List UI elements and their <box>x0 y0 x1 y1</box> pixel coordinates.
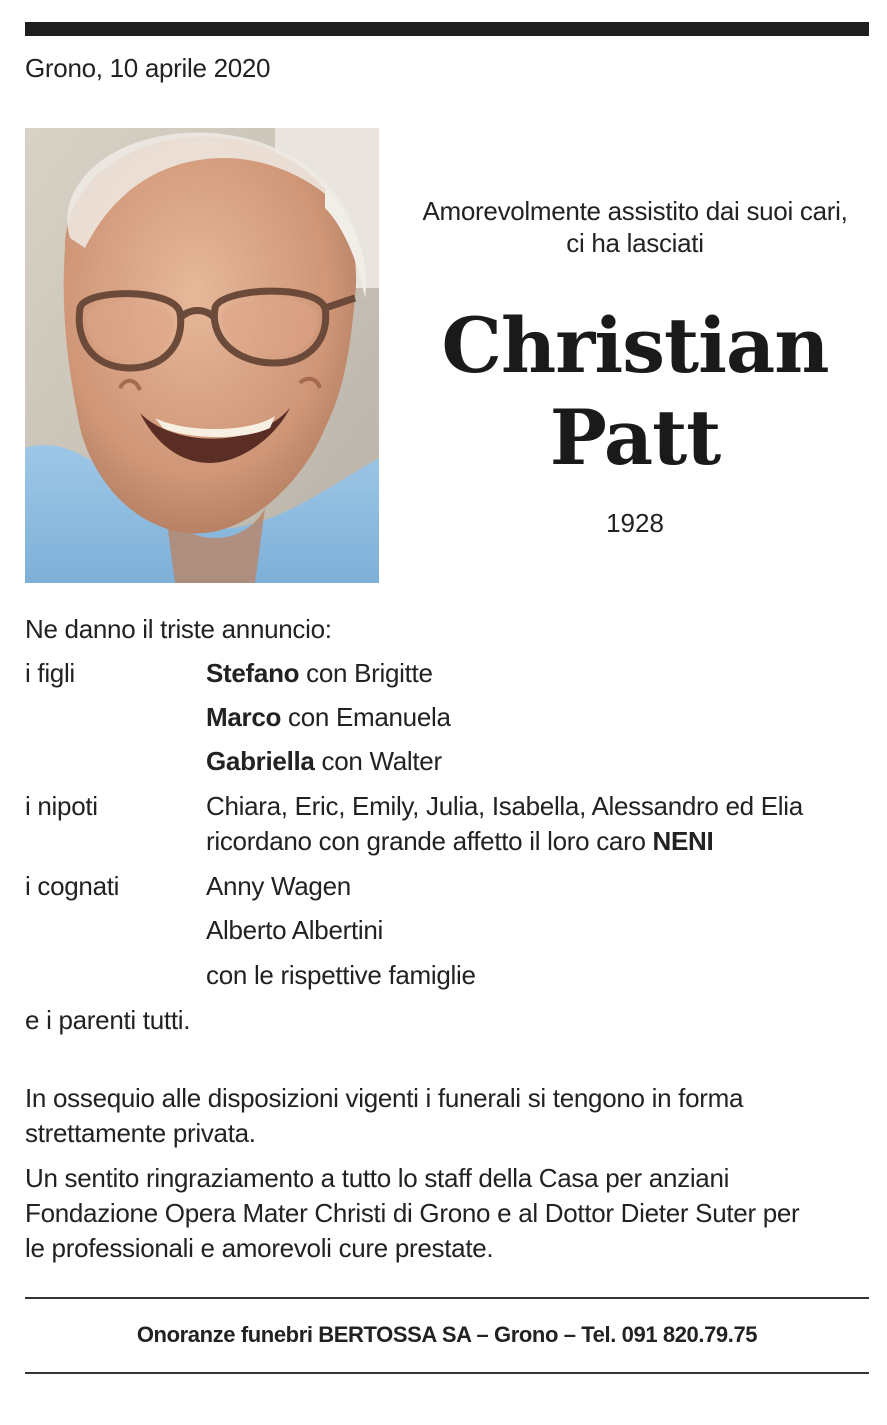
nickname: NENI <box>652 826 714 856</box>
grandchildren-line-2 <box>206 824 866 859</box>
thanks-line-2: Fondazione Opera Mater Christi di Grono e al Dottor Dieter Suter per <box>25 1198 800 1228</box>
place-date: Grono, 10 aprile 2020 <box>25 53 271 83</box>
relatives-line: e i parenti tutti. <box>25 1005 191 1035</box>
birth-year: 1928 <box>606 508 664 538</box>
intro-text <box>390 195 880 259</box>
inlaw-entry: Anny Wagen <box>206 871 351 901</box>
child-name: Marco <box>206 702 282 732</box>
thanks-line-3: le professionali e amorevoli cure prestate. <box>25 1233 494 1263</box>
top-rule <box>25 22 869 36</box>
child-entry <box>206 700 866 735</box>
funeral-line-1: In ossequio alle disposizioni vigenti i funerali si tengono in forma <box>25 1083 744 1113</box>
deceased-name <box>390 300 880 484</box>
inlaw-entry: Alberto Albertini <box>206 915 384 945</box>
role-children: i figli <box>25 658 75 688</box>
child-partner: con Emanuela <box>281 702 451 732</box>
grandchildren-names <box>206 789 866 859</box>
announce-line: Ne danno il triste annuncio: <box>25 614 332 644</box>
grandchildren-line-1: Chiara, Eric, Emily, Julia, Isabella, Alessandro ed Elia <box>206 791 803 821</box>
intro-line-1: Amorevolmente assistito dai suoi cari, <box>422 196 848 226</box>
funeral-home-footer: Onoranze funebri BERTOSSA SA – Grono – Tel. 091 820.79.75 <box>136 1322 758 1347</box>
inlaw-entry: con le rispettive famiglie <box>206 960 476 990</box>
role-grandchildren: i nipoti <box>25 791 98 821</box>
thanks-line-1: Un sentito ringraziamento a tutto lo staff della Casa per anziani <box>25 1163 730 1193</box>
child-partner: con Brigitte <box>299 658 433 688</box>
first-name: Christian <box>441 301 829 390</box>
thanks-paragraph <box>25 1161 870 1266</box>
child-entry <box>206 656 866 691</box>
funeral-notice <box>25 1081 870 1151</box>
child-partner: con Walter <box>314 746 442 776</box>
child-name: Gabriella <box>206 746 315 776</box>
child-name: Stefano <box>206 658 300 688</box>
footer-top-rule <box>25 1297 869 1299</box>
funeral-line-2: strettamente privata. <box>25 1118 256 1148</box>
child-entry <box>206 744 866 779</box>
footer-bottom-rule <box>25 1372 869 1374</box>
grandchildren-remember: ricordano con grande affetto il loro caro <box>206 826 653 856</box>
portrait-photo <box>25 128 379 583</box>
role-inlaws: i cognati <box>25 871 120 901</box>
last-name: Patt <box>549 393 721 482</box>
intro-line-2: ci ha lasciati <box>566 228 704 258</box>
portrait-illustration <box>25 128 379 583</box>
